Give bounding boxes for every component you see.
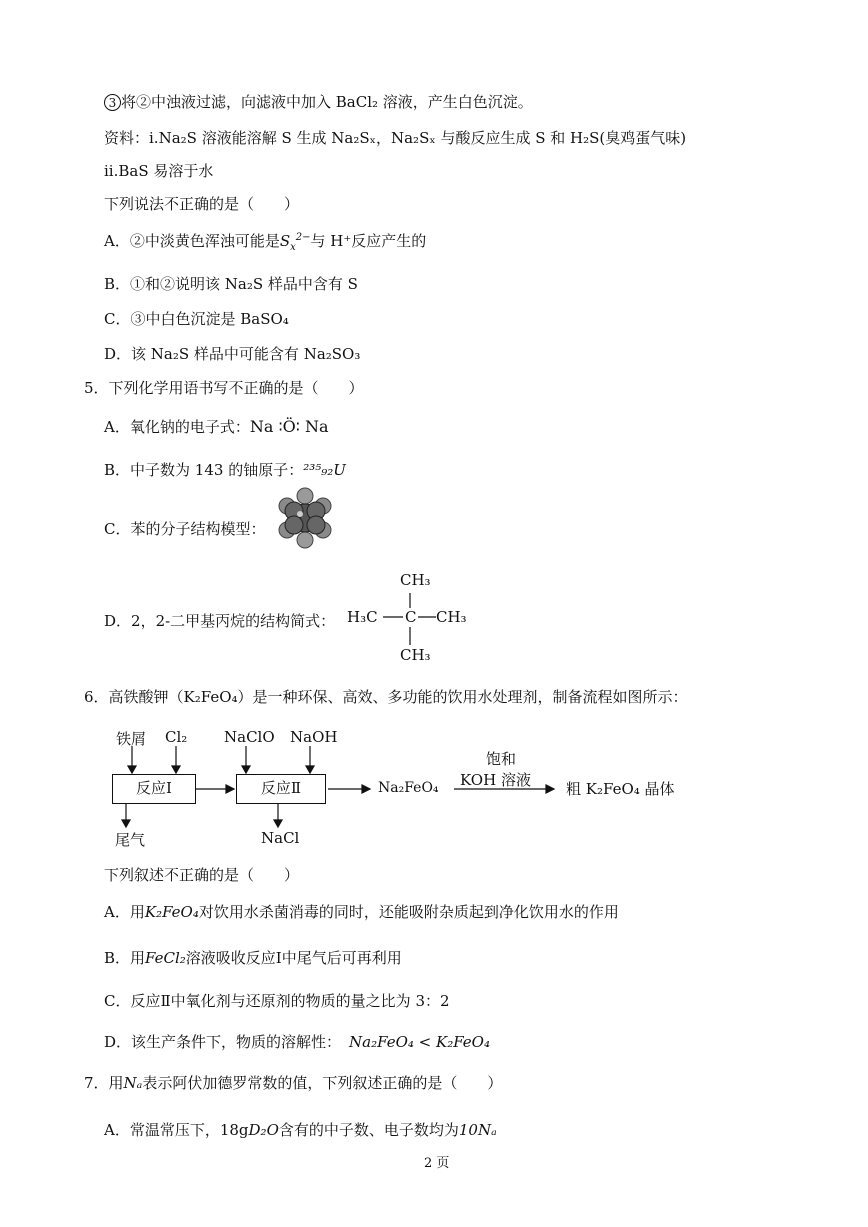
q6-option-a: A．用K₂FeO₄对饮用水杀菌消毒的同时，还能吸附杂质起到净化饮用水的作用: [104, 903, 619, 921]
benzene-model-icon: [279, 488, 331, 548]
flow-product-na2feo4: Na₂FeO₄: [378, 780, 439, 796]
neopentane-ch3-top: CH₃: [400, 571, 431, 589]
q6-option-b: B．用FeCl₂溶液吸收反应Ⅰ中尾气后可再利用: [104, 949, 402, 967]
q5-stem: 5．下列化学用语书写不正确的是（ ）: [84, 379, 364, 397]
q4-step3: 3 将②中浊液过滤，向滤液中加入 BaCl₂ 溶液，产生白色沉淀。: [104, 91, 533, 112]
flow-condition-saturated: 饱和: [486, 750, 517, 768]
q4-stem: 下列说法不正确的是（ ）: [104, 195, 300, 213]
q6-option-d: D．该生产条件下，物质的溶解性： Na₂FeO₄ < K₂FeO₄: [104, 1033, 490, 1051]
flow-condition-koh: KOH 溶液: [460, 771, 531, 789]
flow-box-reaction-2: 反应Ⅱ: [236, 774, 326, 804]
q7-stem: 7．用Nₐ表示阿伏加德罗常数的值，下列叙述正确的是（ ）: [84, 1074, 503, 1092]
q5-option-d: D．2，2-二甲基丙烷的结构简式：: [104, 612, 336, 630]
q4-option-b: B．①和②说明该 Na₂S 样品中含有 S: [104, 275, 358, 293]
q6-sub-stem: 下列叙述不正确的是（ ）: [104, 866, 300, 884]
q5-option-b: B．中子数为 143 的铀原子：²³⁵₉₂U: [104, 461, 346, 479]
sx-ion-formula: $S_x^{2-}$: [279, 232, 311, 253]
circled-3-icon: 3: [104, 94, 121, 111]
q4-option-a: A．②中淡黄色浑浊可能是$S_x^{2-}$与 H⁺反应产生的: [104, 232, 427, 253]
q4-info-i: 资料：i.Na₂S 溶液能溶解 S 生成 Na₂Sₓ，Na₂Sₓ 与酸反应生成 S 和 H₂S(臭鸡蛋气味): [104, 129, 687, 147]
neopentane-ch3-bottom: CH₃: [400, 646, 431, 664]
neopentane-center-c: C: [405, 608, 417, 626]
q7-option-a: A．常温常压下，18gD₂O含有的中子数、电子数均为10Nₐ: [104, 1121, 497, 1139]
q5-option-a: A．氧化钠的电子式：Na ∶Ö∶ Na: [104, 417, 329, 436]
flow-input-cl2: Cl₂: [165, 728, 188, 746]
flow-input-naoh: NaOH: [290, 728, 338, 746]
q4-option-c: C．③中白色沉淀是 BaSO₄: [104, 310, 289, 328]
q6-option-c: C．反应Ⅱ中氧化剂与还原剂的物质的量之比为 3：2: [104, 992, 450, 1010]
neopentane-h3c: H₃C: [347, 608, 378, 626]
flow-output-tailgas: 尾气: [115, 831, 146, 849]
flow-input-naclo: NaClO: [224, 728, 275, 746]
page-number: 2 页: [424, 1156, 450, 1171]
flow-product-k2feo4: 粗 K₂FeO₄ 晶体: [566, 780, 675, 798]
q6-stem: 6．高铁酸钾（K₂FeO₄）是一种环保、高效、多功能的饮用水处理剂，制备流程如图所示：: [84, 688, 688, 706]
flow-input-iron: 铁屑: [116, 730, 147, 748]
flow-box-reaction-1: 反应Ⅰ: [112, 774, 196, 804]
electron-formula: Na ∶Ö∶ Na: [249, 417, 329, 436]
q4-option-d: D．该 Na₂S 样品中可能含有 Na₂SO₃: [104, 345, 361, 363]
flow-output-nacl: NaCl: [261, 829, 300, 847]
q4-info-ii: ii.BaS 易溶于水: [104, 162, 214, 180]
uranium-isotope: ²³⁵₉₂U: [303, 461, 346, 479]
q5-option-c: C．苯的分子结构模型：: [104, 520, 266, 538]
neopentane-ch3-right: CH₃: [436, 608, 467, 626]
